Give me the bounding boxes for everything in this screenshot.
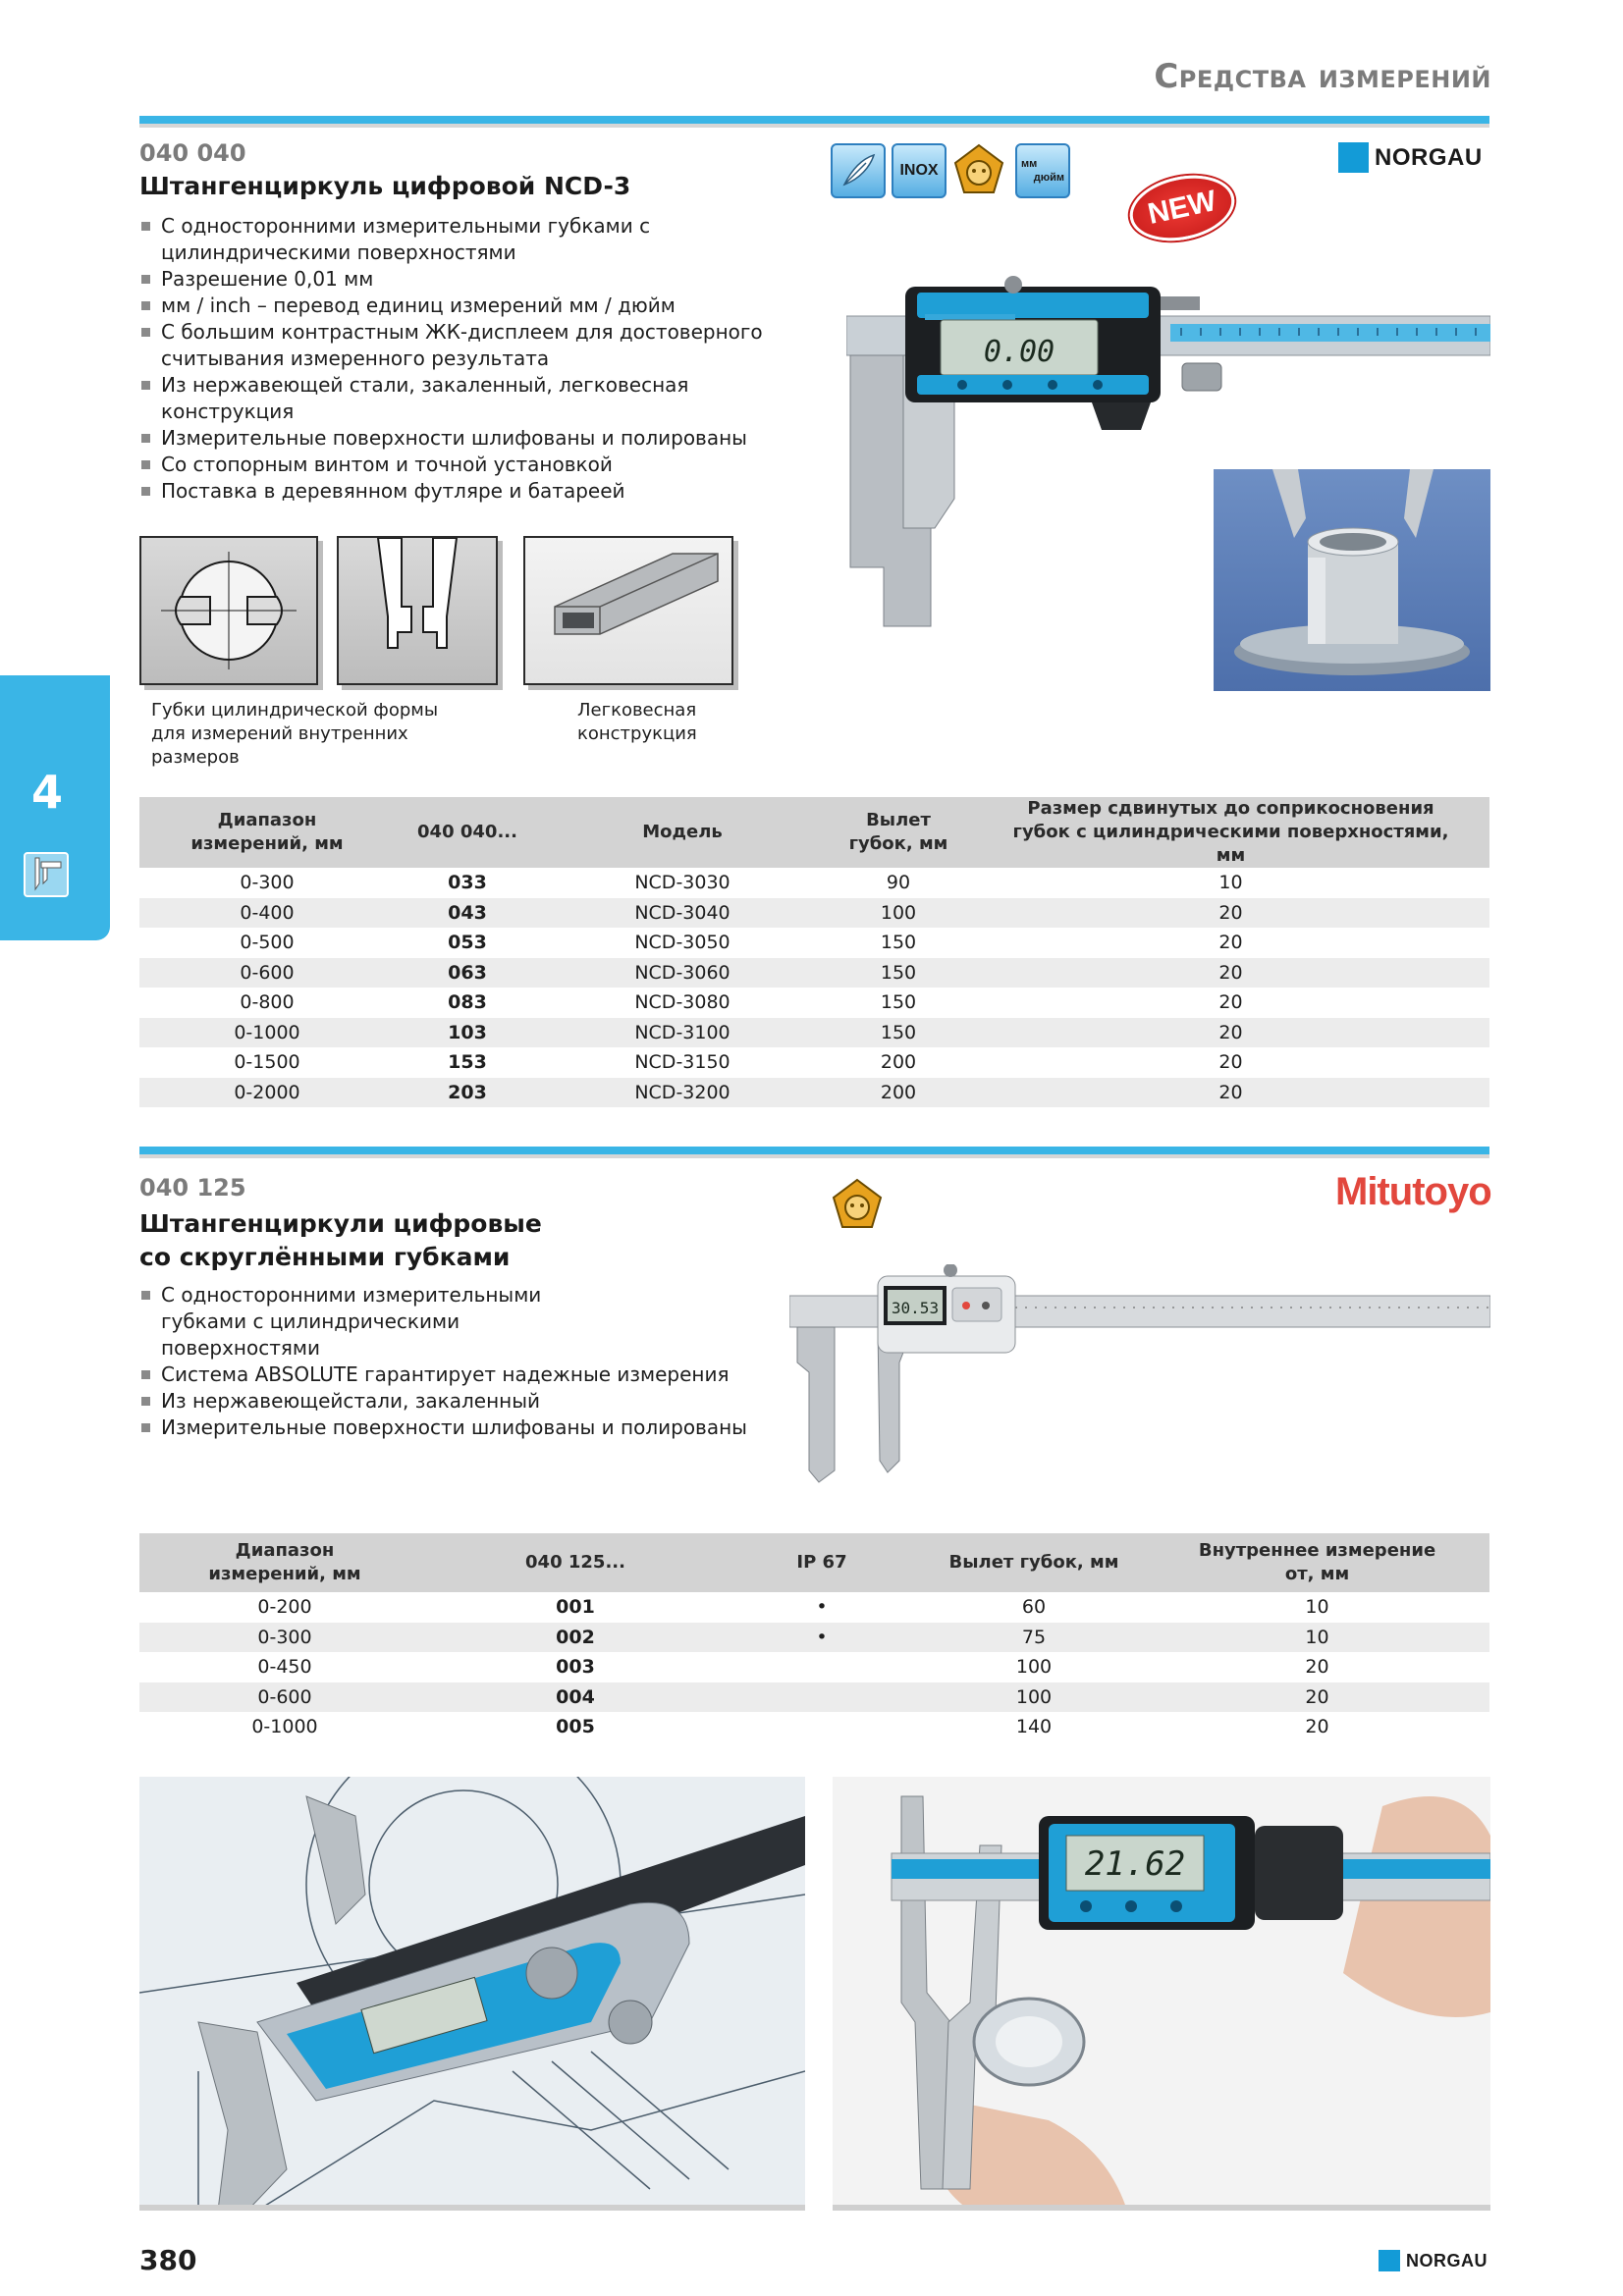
table-header: Вылет губок, мм (825, 797, 972, 868)
table-header: 040 040... (395, 797, 540, 868)
feature-item: Со стопорным винтом и точной установкой (139, 452, 827, 478)
cell-inner-min: 20 (1145, 1682, 1489, 1713)
cell-ip67 (721, 1682, 923, 1713)
cylindrical-jaws-diagram (139, 536, 318, 685)
feather-icon (831, 143, 886, 198)
cell-code: 002 (430, 1623, 721, 1653)
table-row (139, 898, 1489, 929)
table-row (139, 1078, 1489, 1108)
cell-reach: 60 (1021, 1596, 1047, 1619)
table-header: 040 125... (430, 1533, 721, 1592)
cell-range: 0-600 (139, 958, 395, 988)
norgau-logo (1338, 142, 1483, 173)
feature-item: мм / inch – перевод единиц измерений мм / дюйм (139, 293, 827, 319)
cell-range: 0-300 (139, 1623, 430, 1653)
table-row (139, 1592, 1489, 1623)
unit-switch-icon (1015, 143, 1070, 198)
cell-range: 0-400 (139, 898, 395, 929)
feature-item: С односторонними измерительными губками с цилиндрическими поверхностями (139, 1282, 748, 1362)
jaw-profile-diagram (337, 536, 498, 685)
table-header: IP 67 (721, 1533, 923, 1592)
caliper-display-reading: 0.00 (983, 335, 1055, 369)
cell-ip67 (721, 1712, 923, 1742)
unit-inch-label: дюйм (1033, 172, 1064, 184)
chapter-number: 4 (31, 766, 64, 819)
table-row (139, 988, 1489, 1018)
cell-inner-min: 20 (1305, 1656, 1329, 1679)
feature-item: С большим контрастным ЖК-дисплеем для достоверного считывания измеренного результата (139, 319, 827, 372)
cell-code: 004 (430, 1682, 721, 1713)
cell-code: 063 (395, 958, 540, 988)
table-row (139, 1047, 1489, 1078)
cell-reach: 100 (825, 898, 972, 929)
cell-reach: 100 (923, 1682, 1145, 1713)
cell-code: 153 (448, 1051, 487, 1074)
table-row (139, 868, 1489, 898)
feature-item: Система ABSOLUTE гарантирует надежные измерения (139, 1362, 748, 1388)
table-row (139, 1682, 1489, 1713)
photo-caliper-on-drawing (139, 1777, 805, 2211)
cell-ip67 (721, 1652, 923, 1682)
cell-range: 0-1000 (139, 1018, 395, 1048)
cell-range: 0-450 (257, 1656, 312, 1679)
cell-model: NCD-3060 (540, 958, 825, 988)
caption-lightweight: Легковесная конструкция (577, 700, 697, 744)
norgau-wordmark: NORGAU (1375, 143, 1483, 171)
feature-item: Из нержавеющейстали, закаленный (139, 1388, 748, 1415)
photo-hands-with-caliper (833, 1777, 1490, 2211)
section-rule (139, 1147, 1489, 1154)
cell-min-size: 20 (972, 1078, 1489, 1108)
table-row (139, 1652, 1489, 1682)
cell-range: 0-300 (240, 872, 295, 894)
cell-model: NCD-3050 (634, 932, 730, 954)
product-code: 040 040 (139, 139, 246, 167)
unit-mm-label: мм (1021, 158, 1038, 170)
cell-range: 0-800 (240, 991, 295, 1014)
cell-code: 001 (556, 1596, 595, 1619)
cell-range: 0-1000 (251, 1716, 318, 1738)
caliper-icon (24, 852, 69, 897)
cell-range: 0-200 (257, 1596, 312, 1619)
section-title: Средства измерений (1154, 57, 1491, 96)
table-header: Размер сдвинутых до соприкосновения губок с цилиндрическими поверхностями, мм (972, 797, 1489, 868)
caliper-display-reading: 30.53 (891, 1299, 940, 1317)
cell-min-size: 20 (972, 1018, 1489, 1048)
mitutoyo-logo: Mitutoyo (1335, 1170, 1491, 1213)
norgau-wordmark: NORGAU (1406, 2250, 1488, 2270)
product-code: 040 125 (139, 1174, 246, 1201)
lightweight-profile-diagram (523, 536, 733, 685)
cell-reach: 90 (886, 872, 911, 894)
table-row (139, 928, 1489, 958)
table-row (139, 1018, 1489, 1048)
cell-code: 043 (395, 898, 540, 929)
cell-min-size: 20 (1218, 1051, 1243, 1074)
cell-min-size: 20 (972, 958, 1489, 988)
table-row (139, 1712, 1489, 1742)
caption-jaws: Губки цилиндрической формы для измерений внутренних размеров (151, 700, 439, 768)
norgau-square-icon (1338, 142, 1369, 173)
cell-code: 203 (395, 1078, 540, 1108)
cell-model: NCD-3150 (634, 1051, 730, 1074)
cell-reach: 150 (880, 991, 917, 1014)
cell-range: 0-1500 (234, 1051, 300, 1074)
cell-code: 003 (556, 1656, 595, 1679)
cell-range: 0-600 (139, 1682, 430, 1713)
inox-badge: INOX (892, 143, 947, 198)
new-badge: NEW (1124, 166, 1241, 249)
cell-reach: 200 (825, 1078, 972, 1108)
cell-ip67: • (721, 1623, 923, 1653)
cell-ip67: • (816, 1596, 828, 1619)
cell-range: 0-2000 (139, 1078, 395, 1108)
feature-list (139, 213, 827, 505)
table-row (139, 958, 1489, 988)
cell-code: 103 (395, 1018, 540, 1048)
chapter-tab[interactable] (0, 675, 110, 940)
table-header: Модель (540, 797, 825, 868)
feature-item: Разрешение 0,01 мм (139, 266, 827, 293)
cell-model: NCD-3040 (540, 898, 825, 929)
cell-min-size: 10 (1218, 872, 1243, 894)
table-header: Диапазон измерений, мм (139, 797, 395, 868)
cell-code: 033 (448, 872, 487, 894)
cell-reach: 75 (923, 1623, 1145, 1653)
spec-table-040125 (139, 1533, 1489, 1742)
cell-inner-min: 10 (1145, 1623, 1489, 1653)
cell-code: 053 (448, 932, 487, 954)
feature-item: Из нержавеющей стали, закаленный, легковесная конструкция (139, 372, 827, 425)
cell-model: NCD-3100 (540, 1018, 825, 1048)
feature-list (139, 1282, 748, 1441)
cell-model: NCD-3030 (634, 872, 730, 894)
cell-reach: 140 (1015, 1716, 1053, 1738)
table-row (139, 1623, 1489, 1653)
caliper-display-reading: 21.62 (1084, 1844, 1186, 1884)
table-header: Внутреннее измерение от, мм (1145, 1533, 1489, 1592)
cell-reach: 150 (880, 932, 917, 954)
ip-rating-icon (952, 143, 1005, 196)
ip-rating-icon (831, 1178, 884, 1231)
feature-item: Поставка в деревянном футляре и батареей (139, 478, 827, 505)
page-number: 380 (139, 2244, 197, 2276)
norgau-square-icon (1379, 2250, 1400, 2271)
product-title: Штангенциркуль цифровой NCD-3 (139, 172, 631, 200)
product-title: Штангенциркули цифровые (139, 1209, 542, 1238)
product-image-mitutoyo-caliper (789, 1264, 1490, 1484)
cell-reach: 150 (825, 1018, 972, 1048)
cell-inner-min: 20 (1305, 1716, 1329, 1738)
product-title-line2: со скруглёнными губками (139, 1243, 511, 1271)
cell-reach: 200 (880, 1051, 917, 1074)
cell-range: 0-500 (240, 932, 295, 954)
cell-reach: 150 (825, 958, 972, 988)
spec-table-040040 (139, 797, 1489, 1107)
cell-code: 083 (448, 991, 487, 1014)
feature-item: Измерительные поверхности шлифованы и полированы (139, 1415, 748, 1441)
header-rule (139, 116, 1489, 124)
feature-item: С односторонними измерительными губками с цилиндрическими поверхностями (139, 213, 827, 266)
cell-reach: 100 (1015, 1656, 1053, 1679)
cell-min-size: 20 (1218, 932, 1243, 954)
cell-min-size: 20 (1218, 991, 1243, 1014)
cell-inner-min: 10 (1305, 1596, 1329, 1619)
norgau-footer-logo (1379, 2250, 1488, 2271)
cell-code: 005 (556, 1716, 595, 1738)
cell-min-size: 20 (972, 898, 1489, 929)
table-header: Вылет губок, мм (923, 1533, 1145, 1592)
feature-item: Измерительные поверхности шлифованы и полированы (139, 425, 827, 452)
product-image-inset (1214, 469, 1490, 691)
table-header: Диапазон измерений, мм (139, 1533, 430, 1592)
cell-model: NCD-3200 (540, 1078, 825, 1108)
cell-model: NCD-3080 (634, 991, 730, 1014)
